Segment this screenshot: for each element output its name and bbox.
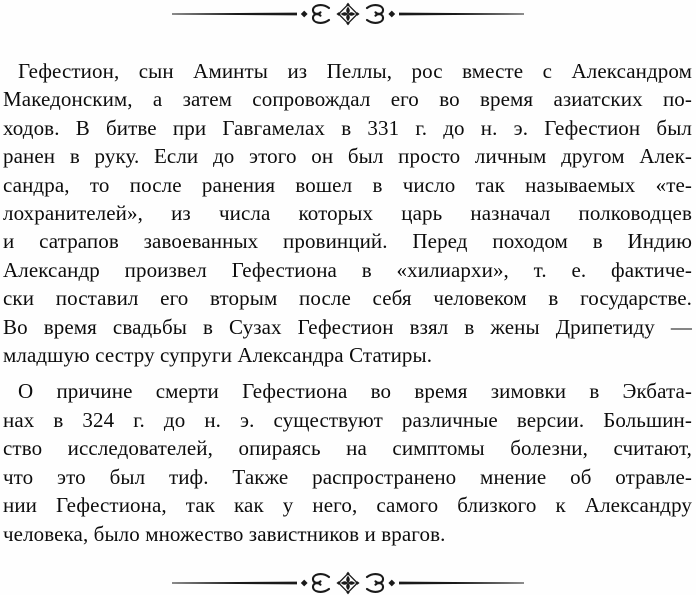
scroll-diamond-divider-icon — [172, 570, 524, 595]
text-line: Гефестион, сын Аминты из Пеллы, рос вместе с Александром — [18, 59, 692, 83]
text-line: лохранителей», из числа которых царь назначал полководцев — [3, 201, 692, 226]
page-text — [3, 57, 692, 548]
scroll-diamond-divider-icon — [172, 1, 524, 27]
text-line: Александр произвел Гефестиона в «хилиархи», т. е. фактиче- — [3, 257, 692, 282]
text-line: нии Гефестиона, так как у него, самого близкого к Александру — [3, 493, 692, 518]
text-line: ранен в руку. Если до этого он был просто личным другом Алек- — [3, 144, 692, 169]
text-line: человека, было множество завистников и врагов. — [3, 521, 446, 546]
text-line: ски поставил его вторым после себя человеком в государстве. — [3, 286, 692, 311]
text-line: ство исследователей, опираясь на симптомы болезни, считают, — [3, 436, 692, 461]
text-line: что это был тиф. Также распространено мнение об отравле- — [3, 464, 692, 489]
text-line: и сатрапов завоеванных провинций. Перед походом в Индию — [3, 229, 692, 254]
text-line: ходов. В битве при Гавгамелах в 331 г. до н. э. Гефестион был — [3, 115, 692, 140]
paragraph-2 — [3, 377, 692, 547]
text-line: Македонским, а затем сопровождал его во время азиатских по- — [3, 87, 692, 112]
text-line: нах в 324 г. до н. э. существуют различные версии. Большин- — [3, 407, 692, 432]
text-line: Во время свадьбы в Сузах Гефестион взял в жены Дрипетиду — — [3, 314, 692, 339]
text-line: О причине смерти Гефестиона во время зимовки в Экбата- — [18, 379, 692, 404]
text-line: младшую сестру супруги Александра Статиры. — [3, 343, 433, 368]
paragraph-1 — [3, 57, 692, 369]
text-line: сандра, то после ранения вошел в число так называемых «те- — [3, 172, 692, 197]
ornamental-divider-bottom — [0, 570, 696, 595]
ornamental-divider-top — [0, 1, 696, 27]
